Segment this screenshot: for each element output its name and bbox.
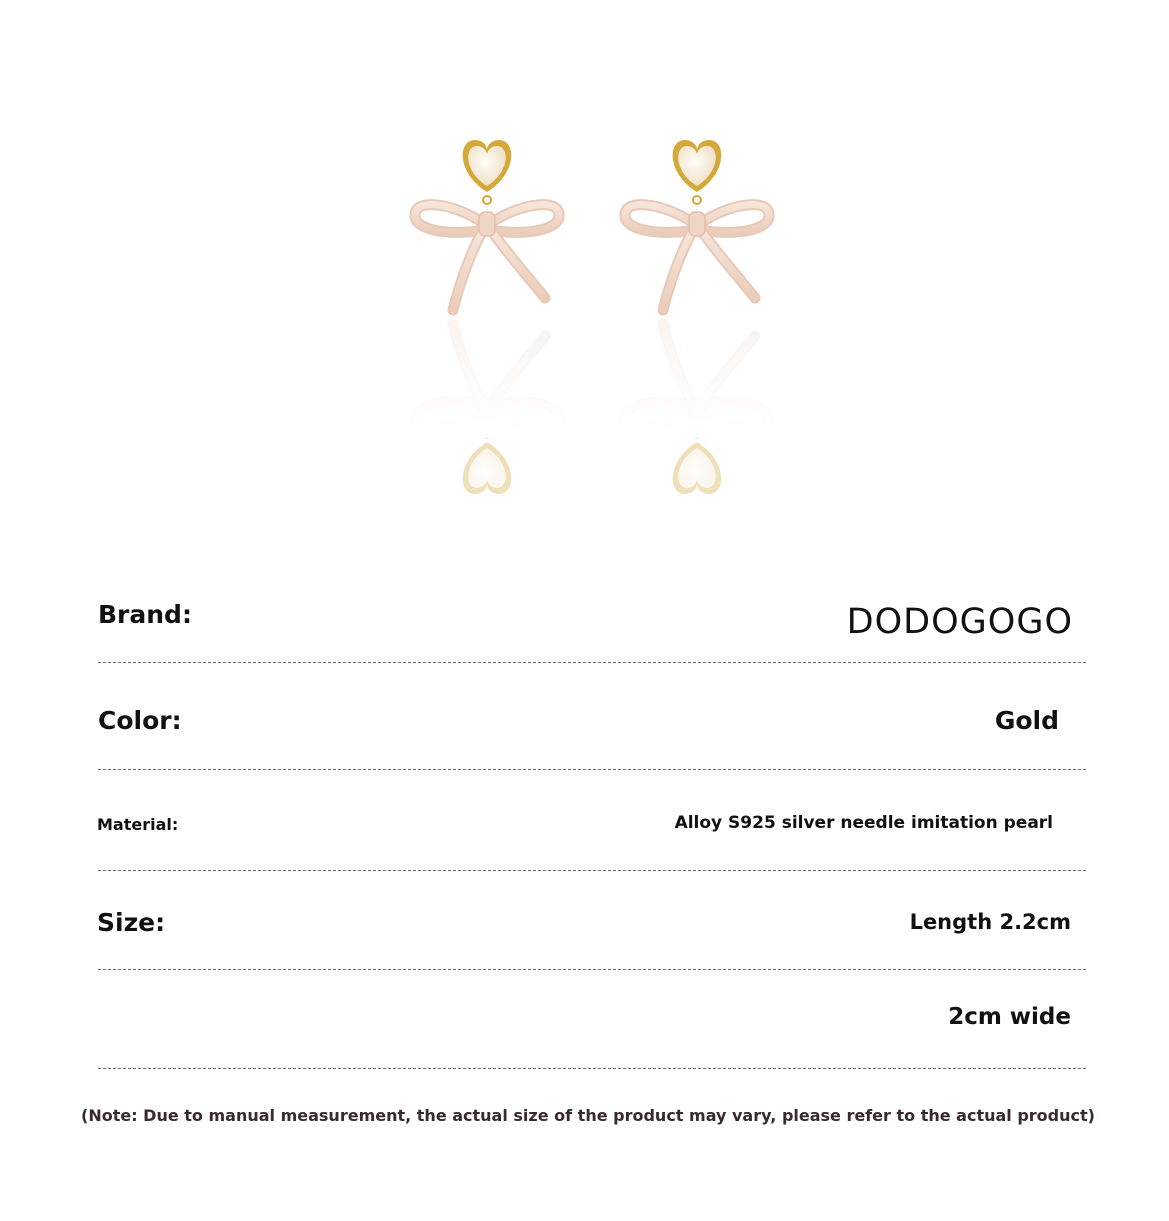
divider	[98, 662, 1086, 663]
size-width-value: 2cm wide	[948, 1004, 1071, 1030]
divider	[98, 1068, 1086, 1069]
brand-label: Brand:	[98, 600, 192, 629]
color-label: Color:	[98, 706, 182, 735]
size-label: Size:	[97, 908, 166, 937]
right-earring	[625, 140, 769, 310]
color-value: Gold	[994, 706, 1059, 735]
divider	[98, 769, 1086, 770]
material-label: Material:	[97, 815, 179, 834]
divider	[98, 969, 1086, 970]
material-value: Alloy S925 silver needle imitation pearl	[674, 813, 1053, 833]
brand-value: DODOGOGO	[846, 602, 1073, 642]
left-earring	[415, 140, 559, 310]
product-image	[0, 0, 1169, 560]
measurement-note: (Note: Due to manual measurement, the actual size of the product may vary, please refer to the actual product)	[81, 1106, 1095, 1125]
size-length-value: Length 2.2cm	[909, 910, 1071, 934]
divider	[98, 870, 1086, 871]
